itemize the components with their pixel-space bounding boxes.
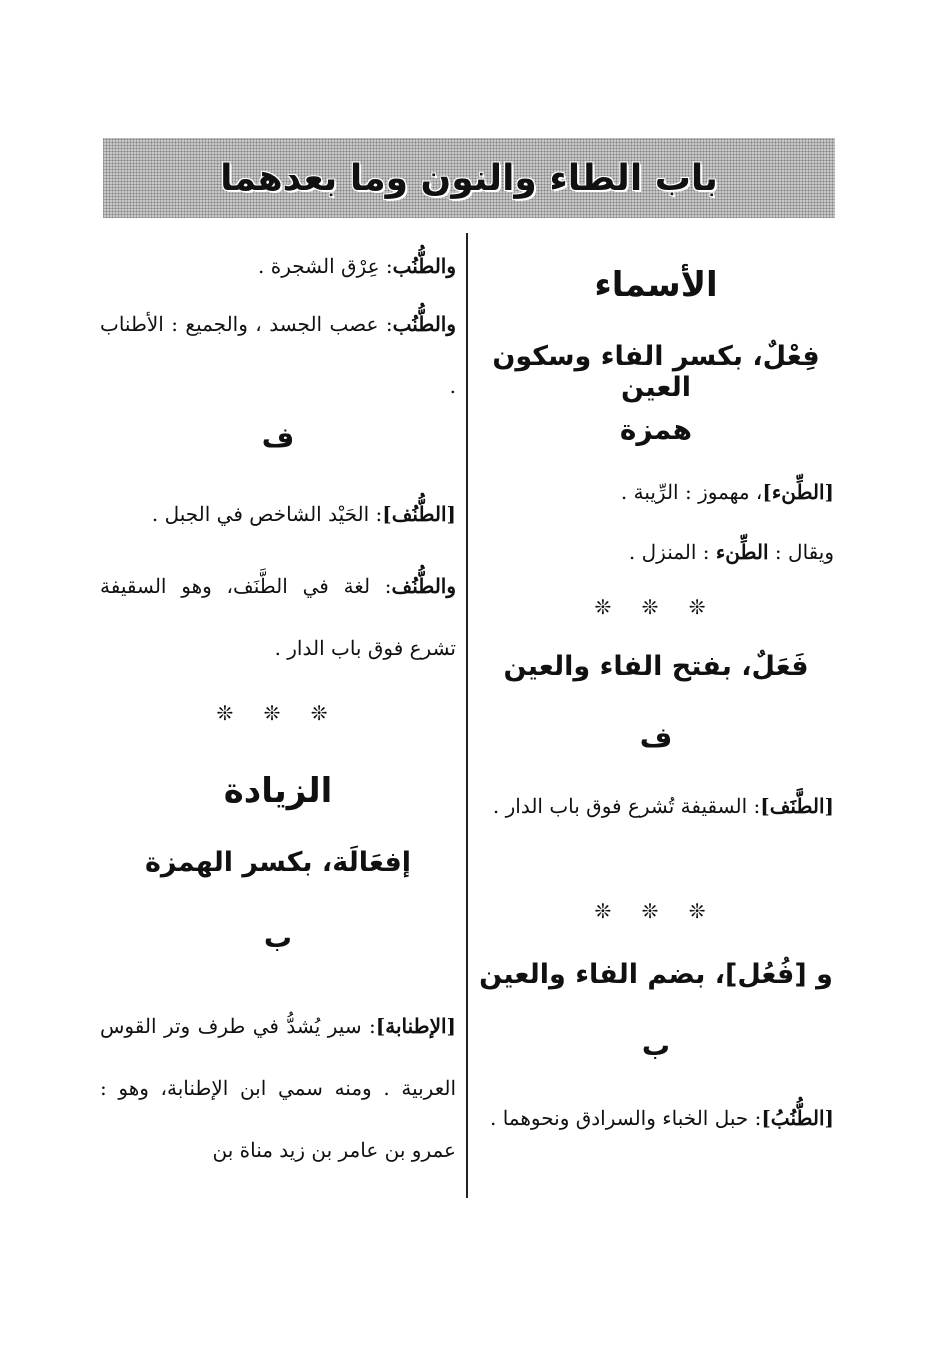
entry-tunub-root [100, 235, 456, 297]
entry-tunuf-variant [100, 555, 456, 679]
section-title-ifaala: إفعَالَة، بكسر الهمزة [144, 847, 412, 878]
entry-definition: : المنزل . [628, 540, 716, 564]
entry-headword: والطُّنُف [391, 574, 456, 598]
entry-headword: والطُّنُب [392, 312, 456, 336]
heading-asmaa: الأسماء [594, 265, 718, 305]
entry-headword: [الطَّنَف] [760, 794, 834, 818]
entry-definition: ، مهموز : الرِّيبة . [620, 480, 763, 504]
letter-heading-ba: ب [641, 1029, 671, 1062]
entry-tin-manzil [478, 521, 834, 583]
entry-headword: [الإطنابة] [375, 1014, 456, 1038]
entry-headword: الطِّنء [715, 540, 769, 564]
entry-definition: : حبل الخباء والسرادق ونحوهما . [489, 1106, 762, 1130]
entry-definition: : الحَيْد الشاخص في الجبل . [151, 502, 383, 526]
entry-itnaba [100, 995, 456, 1181]
entry-definition: : عِرْق الشجرة . [258, 254, 393, 278]
entry-tunub-sinew [100, 293, 456, 417]
section-separator: ❊ ❊ ❊ [594, 899, 718, 923]
chapter-banner [103, 138, 835, 218]
entry-tunub [478, 1087, 834, 1149]
section-separator: ❊ ❊ ❊ [594, 595, 718, 619]
entry-definition: : لغة في الطَّنَف، وهو السقيفة تشرع فوق باب الدار . [100, 574, 456, 660]
chapter-title: باب الطاء والنون وما بعدهما [220, 157, 718, 199]
section-title-fil: فِعْلٌ، بكسر الفاء وسكون العين [492, 341, 820, 403]
letter-heading-fa: ف [639, 721, 673, 754]
letter-heading-hamza: همزة [619, 413, 693, 446]
entry-prefix: ويقال : [768, 540, 834, 564]
entry-definition: : سير يُشدُّ في طرف وتر القوس العربية . ومنه سمي ابن الإطنابة، وهو : عمرو بن عامر بن زيد مناة بن [100, 1014, 456, 1162]
entry-tanaf [478, 775, 834, 837]
column-divider [466, 233, 468, 1198]
entry-definition: : عصب الجسد ، والجميع : الأطناب . [100, 312, 456, 398]
entry-headword: [الطُّنُبُ] [761, 1106, 834, 1130]
entry-headword: [الطِّنء] [762, 480, 834, 504]
entry-headword: والطُّنُب [392, 254, 456, 278]
entry-definition: : السقيفة تُشرع فوق باب الدار . [492, 794, 761, 818]
section-title-fuul: و [فُعُل]، بضم الفاء والعين [479, 959, 833, 990]
section-separator: ❊ ❊ ❊ [216, 701, 340, 725]
entry-headword: [الطُّنُف] [382, 502, 456, 526]
letter-heading-ba: ب [263, 921, 293, 954]
letter-heading-fa: ف [261, 421, 295, 454]
entry-tunuf [100, 483, 456, 545]
entry-tin [478, 461, 834, 523]
section-title-faal: فَعَلٌ، بفتح الفاء والعين [503, 651, 809, 682]
heading-ziyada: الزيادة [223, 771, 333, 811]
